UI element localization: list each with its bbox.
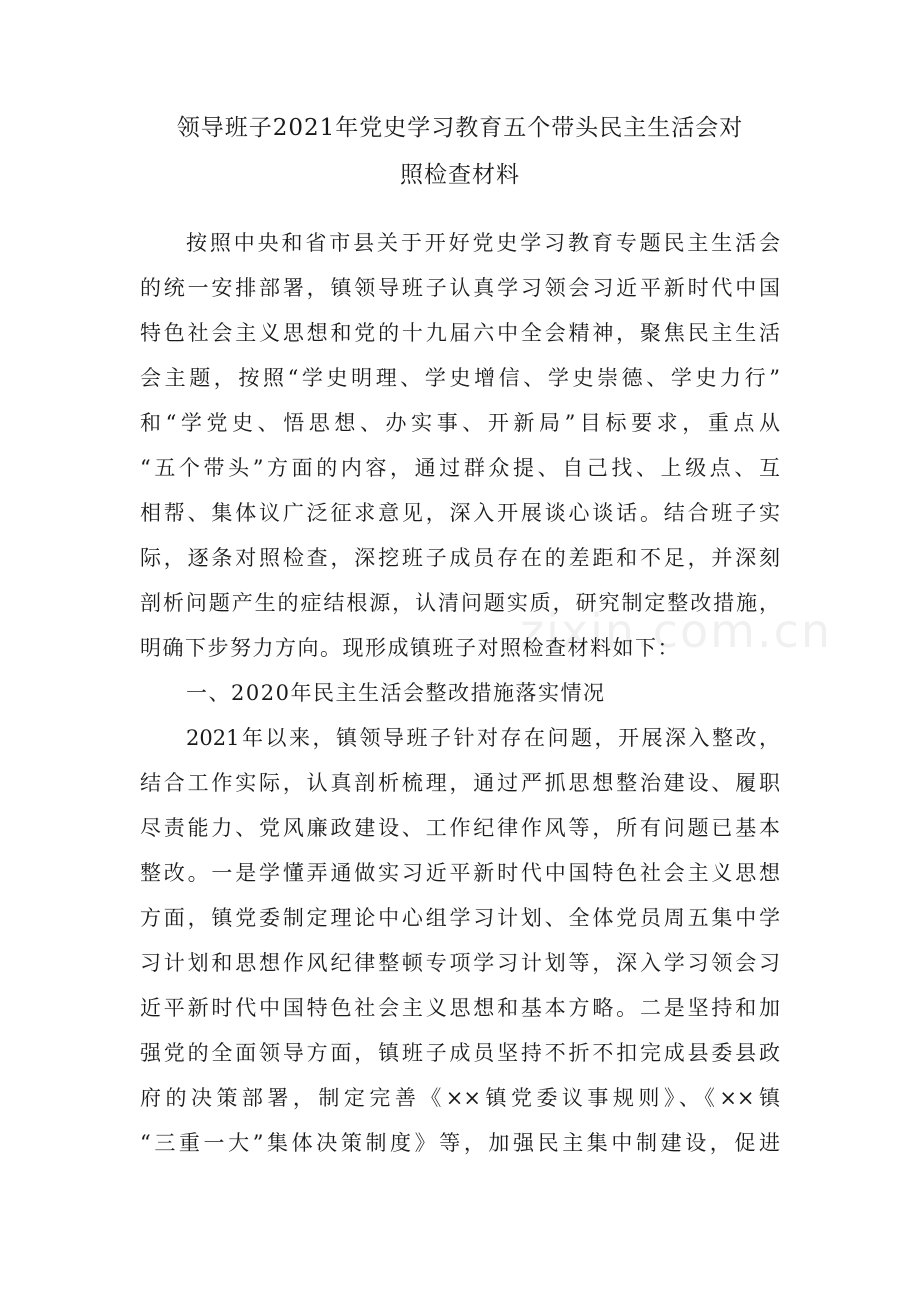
body-line: 特色社会主义思想和党的十九届六中全会精神，聚焦民主生活 bbox=[140, 321, 780, 345]
body-line: 剖析问题产生的症结根源，认清问题实质，研究制定整改措施， bbox=[140, 591, 780, 615]
body-line: 按照中央和省市县关于开好党史学习教育专题民主生活会 bbox=[186, 231, 780, 255]
section-heading: 一、2020年民主生活会整改措施落实情况 bbox=[186, 681, 606, 705]
watermark: zixin.com.cn bbox=[520, 604, 833, 658]
body-line: 习计划和思想作风纪律整顿专项学习计划等，深入学习领会习 bbox=[140, 951, 780, 975]
body-line: 结合工作实际，认真剖析梳理，通过严抓思想整治建设、履职 bbox=[140, 771, 780, 795]
document-title-line-2: 照检查材料 bbox=[400, 162, 520, 188]
body-line: “三重一大”集体决策制度》等，加强民主集中制建设，促进 bbox=[140, 1131, 780, 1155]
body-line: 明确下步努力方向。现形成镇班子对照检查材料如下： bbox=[140, 636, 680, 660]
body-line: 强党的全面领导方面，镇班子成员坚持不折不扣完成县委县政 bbox=[140, 1041, 780, 1065]
document-title-line-1: 领导班子2021年党史学习教育五个带头民主生活会对 bbox=[176, 115, 744, 141]
body-line: 方面，镇党委制定理论中心组学习计划、全体党员周五集中学 bbox=[140, 906, 780, 930]
body-line: 相帮、集体议广泛征求意见，深入开展谈心谈话。结合班子实 bbox=[140, 501, 780, 525]
body-line: 2021年以来，镇领导班子针对存在问题，开展深入整改， bbox=[186, 726, 780, 750]
body-line: 和“学党史、悟思想、办实事、开新局”目标要求，重点从 bbox=[140, 411, 780, 435]
body-line: 近平新时代中国特色社会主义思想和基本方略。二是坚持和加 bbox=[140, 996, 780, 1020]
body-line: 整改。一是学懂弄通做实习近平新时代中国特色社会主义思想 bbox=[140, 861, 780, 885]
body-line: 会主题，按照“学史明理、学史增信、学史崇德、学史力行” bbox=[140, 366, 780, 390]
body-line: 府的决策部署，制定完善《××镇党委议事规则》、《××镇 bbox=[140, 1086, 780, 1110]
body-line: 尽责能力、党风廉政建设、工作纪律作风等，所有问题已基本 bbox=[140, 816, 780, 840]
body-line: 际，逐条对照检查，深挖班子成员存在的差距和不足，并深刻 bbox=[140, 546, 780, 570]
body-line: 的统一安排部署，镇领导班子认真学习领会习近平新时代中国 bbox=[140, 276, 780, 300]
body-line: “五个带头”方面的内容，通过群众提、自己找、上级点、互 bbox=[140, 456, 780, 480]
